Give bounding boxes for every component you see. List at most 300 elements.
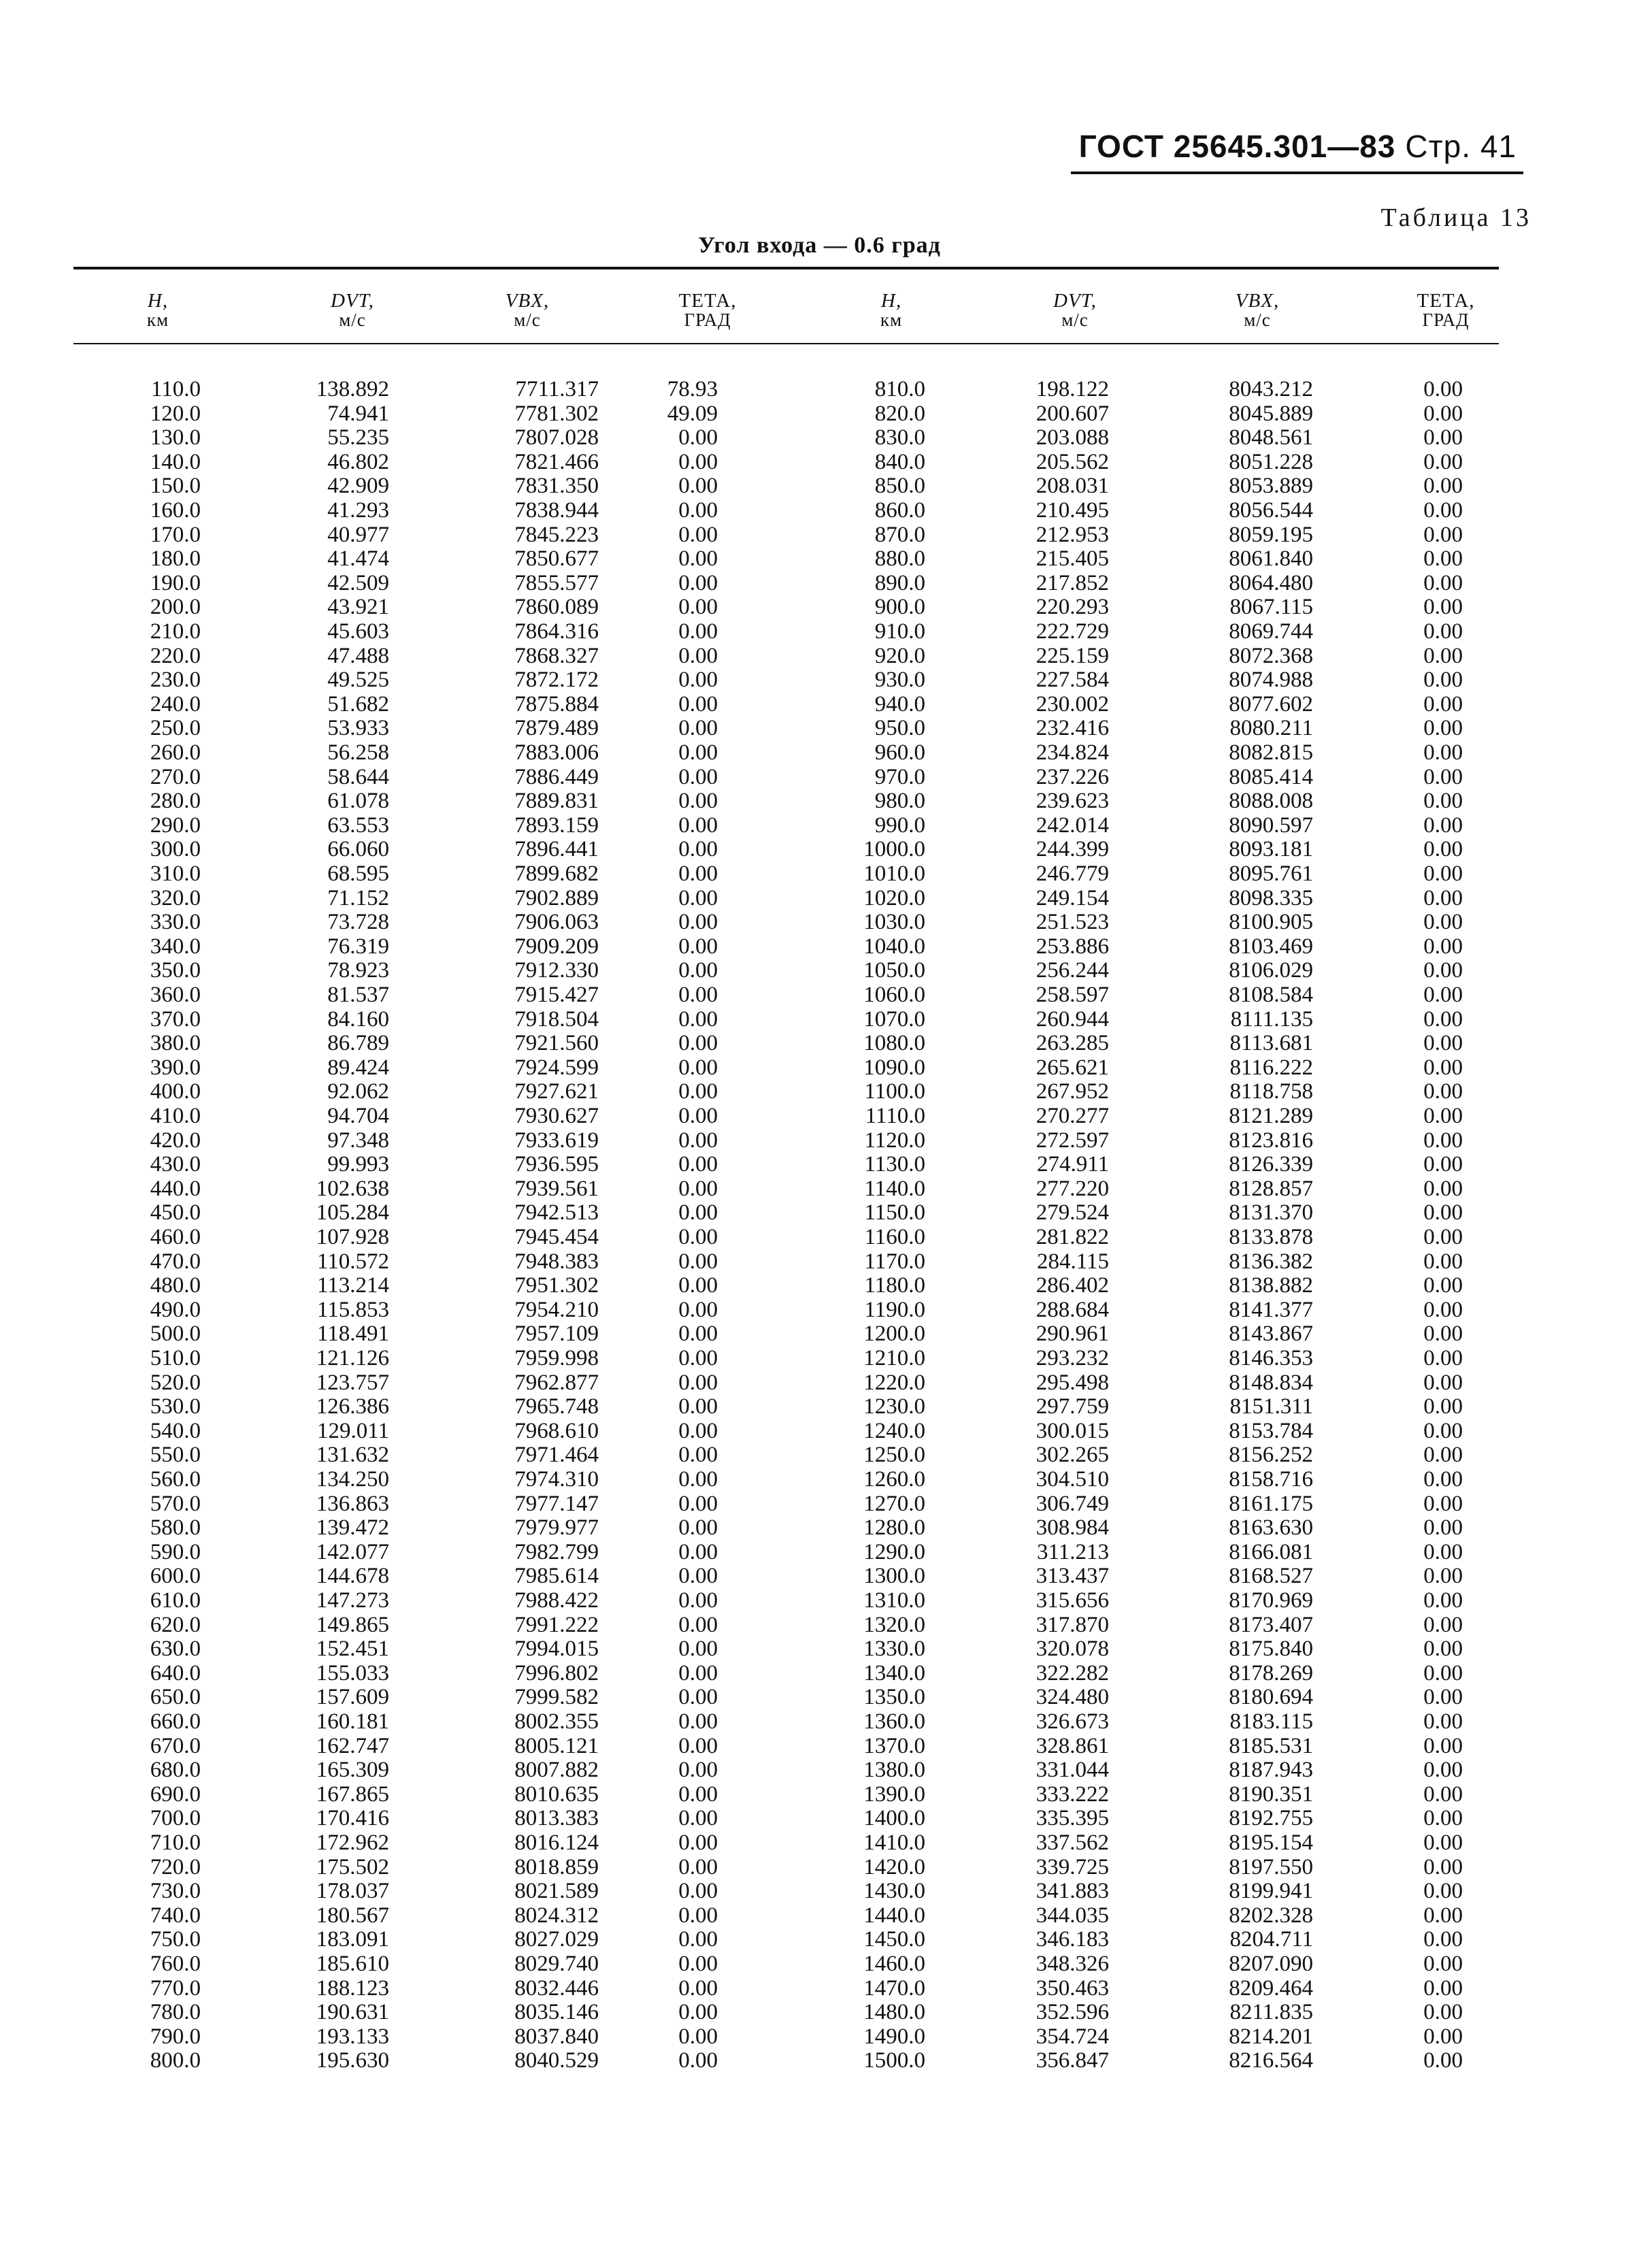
table-cell: 1460.0 bbox=[863, 1952, 925, 1976]
table-cell: 1310.0 bbox=[863, 1588, 925, 1613]
table-cell: 700.0 bbox=[150, 1806, 201, 1831]
table-cell: 8093.181 bbox=[1229, 837, 1313, 862]
table-cell: 7831.350 bbox=[514, 474, 599, 499]
table-cell: 99.993 bbox=[327, 1152, 389, 1177]
table-cell: 0.00 bbox=[1423, 425, 1463, 450]
table-cell: 570.0 bbox=[150, 1491, 201, 1516]
table-cell: 8106.029 bbox=[1229, 958, 1313, 983]
table-cell: 7985.614 bbox=[514, 1564, 599, 1589]
table-cell: 1320.0 bbox=[863, 1612, 925, 1637]
table-cell: 1260.0 bbox=[863, 1467, 925, 1492]
table-row bbox=[0, 1274, 1639, 1298]
table-cell: 92.062 bbox=[327, 1079, 389, 1104]
table-cell: 68.595 bbox=[327, 861, 389, 886]
table-cell: 510.0 bbox=[150, 1346, 201, 1370]
table-cell: 430.0 bbox=[150, 1152, 201, 1177]
table-cell: 620.0 bbox=[150, 1612, 201, 1637]
table-cell: 0.00 bbox=[1423, 1104, 1463, 1128]
table-cell: 1420.0 bbox=[863, 1854, 925, 1879]
table-cell: 284.115 bbox=[1036, 1249, 1109, 1274]
table-cell: 7875.884 bbox=[514, 691, 599, 717]
table-cell: 138.892 bbox=[316, 377, 389, 401]
table-cell: 7942.513 bbox=[514, 1200, 599, 1226]
table-cell: 200.607 bbox=[1036, 401, 1109, 426]
table-cell: 1170.0 bbox=[864, 1249, 925, 1274]
table-cell: 1280.0 bbox=[863, 1515, 925, 1541]
table-cell: 980.0 bbox=[874, 789, 925, 814]
table-cell: 1250.0 bbox=[863, 1443, 925, 1468]
table-cell: 590.0 bbox=[150, 1539, 201, 1564]
table-cell: 8199.941 bbox=[1229, 1879, 1313, 1904]
table-cell: 1350.0 bbox=[863, 1685, 925, 1710]
table-cell: 730.0 bbox=[150, 1879, 201, 1904]
table-cell: 770.0 bbox=[150, 1975, 201, 2001]
table-row bbox=[0, 1541, 1639, 1565]
table-cell: 0.00 bbox=[678, 958, 718, 983]
table-cell: 8163.630 bbox=[1229, 1515, 1313, 1541]
table-cell: 165.309 bbox=[316, 1758, 389, 1783]
table-cell: 660.0 bbox=[150, 1709, 201, 1734]
table-cell: 420.0 bbox=[150, 1128, 201, 1153]
table-cell: 0.00 bbox=[1423, 1128, 1463, 1153]
table-cell: 0.00 bbox=[678, 2000, 718, 2025]
table-row bbox=[0, 1492, 1639, 1517]
table-cell: 8178.269 bbox=[1229, 1660, 1313, 1686]
table-cell: 8118.758 bbox=[1229, 1079, 1313, 1104]
table-cell: 580.0 bbox=[150, 1515, 201, 1541]
table-cell: 324.480 bbox=[1036, 1685, 1109, 1710]
table-cell: 7994.015 bbox=[514, 1637, 599, 1662]
column-header-name: H, bbox=[880, 290, 902, 312]
table-cell: 640.0 bbox=[150, 1660, 201, 1686]
table-cell: 313.437 bbox=[1036, 1564, 1109, 1589]
table-cell: 940.0 bbox=[874, 691, 925, 717]
table-cell: 0.00 bbox=[678, 643, 718, 668]
table-cell: 1140.0 bbox=[864, 1176, 925, 1201]
table-cell: 0.00 bbox=[1423, 1443, 1463, 1468]
table-cell: 8151.311 bbox=[1229, 1394, 1313, 1419]
table-cell: 1500.0 bbox=[863, 2048, 925, 2073]
table-cell: 227.584 bbox=[1036, 668, 1109, 693]
table-cell: 320.0 bbox=[150, 885, 201, 910]
table-cell: 0.00 bbox=[678, 1879, 718, 1904]
table-row bbox=[0, 1735, 1639, 1759]
table-cell: 149.865 bbox=[316, 1612, 389, 1637]
table-cell: 7921.560 bbox=[514, 1031, 599, 1056]
table-cell: 7971.464 bbox=[514, 1443, 599, 1468]
table-cell: 0.00 bbox=[1423, 1637, 1463, 1662]
table-cell: 76.319 bbox=[327, 934, 389, 959]
table-cell: 8126.339 bbox=[1229, 1152, 1313, 1177]
table-cell: 8103.469 bbox=[1229, 934, 1313, 959]
table-cell: 860.0 bbox=[874, 498, 925, 523]
table-cell: 0.00 bbox=[678, 1927, 718, 1952]
table-row bbox=[0, 1250, 1639, 1275]
table-cell: 0.00 bbox=[678, 498, 718, 523]
table-cell: 650.0 bbox=[150, 1685, 201, 1710]
table-row bbox=[0, 1056, 1639, 1081]
table-row bbox=[0, 1516, 1639, 1541]
table-cell: 256.244 bbox=[1036, 958, 1109, 983]
table-cell: 0.00 bbox=[678, 619, 718, 644]
table-cell: 208.031 bbox=[1036, 474, 1109, 499]
table-cell: 8072.368 bbox=[1229, 643, 1313, 668]
table-cell: 346.183 bbox=[1036, 1927, 1109, 1952]
table-cell: 0.00 bbox=[1423, 449, 1463, 474]
table-cell: 136.863 bbox=[316, 1491, 389, 1516]
table-cell: 7860.089 bbox=[514, 595, 599, 620]
table-cell: 315.656 bbox=[1036, 1588, 1109, 1613]
table-cell: 0.00 bbox=[1423, 812, 1463, 838]
table-cell: 265.621 bbox=[1036, 1055, 1109, 1080]
table-cell: 8053.889 bbox=[1229, 474, 1313, 499]
table-cell: 61.078 bbox=[327, 789, 389, 814]
column-header-name: ТЕТА, bbox=[678, 290, 737, 312]
table-cell: 8209.464 bbox=[1229, 1975, 1313, 2001]
table-cell: 760.0 bbox=[150, 1952, 201, 1976]
table-cell: 7883.006 bbox=[514, 740, 599, 765]
table-cell: 0.00 bbox=[678, 910, 718, 935]
table-cell: 0.00 bbox=[1423, 1733, 1463, 1758]
table-cell: 344.035 bbox=[1036, 1903, 1109, 1928]
table-cell: 8088.008 bbox=[1229, 789, 1313, 814]
table-cell: 7896.441 bbox=[514, 837, 599, 862]
table-cell: 560.0 bbox=[150, 1467, 201, 1492]
table-cell: 460.0 bbox=[150, 1225, 201, 1249]
table-cell: 490.0 bbox=[150, 1297, 201, 1322]
table-cell: 8158.716 bbox=[1229, 1467, 1313, 1492]
table-cell: 134.250 bbox=[316, 1467, 389, 1492]
table-label: Таблица 13 bbox=[1380, 203, 1532, 232]
table-cell: 1430.0 bbox=[863, 1879, 925, 1904]
table-cell: 960.0 bbox=[874, 740, 925, 765]
table-cell: 1110.0 bbox=[865, 1104, 925, 1128]
table-cell: 0.00 bbox=[1423, 1152, 1463, 1177]
table-cell: 350.0 bbox=[150, 958, 201, 983]
table-cell: 7845.223 bbox=[514, 522, 599, 547]
table-cell: 7864.316 bbox=[514, 619, 599, 644]
table-cell: 160.0 bbox=[150, 498, 201, 523]
table-cell: 8085.414 bbox=[1229, 764, 1313, 789]
table-cell: 8007.882 bbox=[514, 1758, 599, 1783]
table-cell: 8040.529 bbox=[514, 2048, 599, 2073]
table-cell: 115.853 bbox=[316, 1297, 389, 1322]
table-cell: 7915.427 bbox=[514, 983, 599, 1007]
table-cell: 0.00 bbox=[1423, 983, 1463, 1007]
table-row bbox=[0, 862, 1639, 887]
table-row bbox=[0, 1710, 1639, 1735]
table-cell: 210.495 bbox=[1036, 498, 1109, 523]
table-cell: 830.0 bbox=[874, 425, 925, 450]
table-cell: 7902.889 bbox=[514, 885, 599, 910]
table-cell: 147.273 bbox=[316, 1588, 389, 1613]
table-cell: 0.00 bbox=[678, 1709, 718, 1734]
table-cell: 7991.222 bbox=[514, 1612, 599, 1637]
table-cell: 0.00 bbox=[678, 1394, 718, 1419]
table-cell: 7906.063 bbox=[514, 910, 599, 935]
table-cell: 180.567 bbox=[316, 1903, 389, 1928]
table-cell: 790.0 bbox=[150, 2024, 201, 2049]
table-cell: 0.00 bbox=[678, 1443, 718, 1468]
table-cell: 710.0 bbox=[150, 1830, 201, 1855]
table-cell: 251.523 bbox=[1036, 910, 1109, 935]
table-cell: 0.00 bbox=[678, 1612, 718, 1637]
table-cell: 8090.597 bbox=[1229, 812, 1313, 838]
table-cell: 0.00 bbox=[678, 1418, 718, 1443]
table-cell: 0.00 bbox=[1423, 740, 1463, 765]
table-cell: 102.638 bbox=[316, 1176, 389, 1201]
table-cell: 118.491 bbox=[316, 1321, 389, 1347]
table-row bbox=[0, 959, 1639, 983]
table-cell: 8195.154 bbox=[1229, 1830, 1313, 1855]
table-cell: 8056.544 bbox=[1229, 498, 1313, 523]
table-cell: 8098.335 bbox=[1229, 885, 1313, 910]
table-cell: 0.00 bbox=[678, 1733, 718, 1758]
column-header bbox=[1000, 291, 1150, 329]
table-cell: 121.126 bbox=[316, 1346, 389, 1370]
table-cell: 45.603 bbox=[327, 619, 389, 644]
table-cell: 0.00 bbox=[678, 1031, 718, 1056]
table-cell: 239.623 bbox=[1036, 789, 1109, 814]
table-cell: 7807.028 bbox=[514, 425, 599, 450]
table-cell: 300.0 bbox=[150, 837, 201, 862]
table-cell: 0.00 bbox=[678, 1225, 718, 1249]
table-cell: 7930.627 bbox=[514, 1104, 599, 1128]
table-row bbox=[0, 2049, 1639, 2073]
table-cell: 0.00 bbox=[678, 691, 718, 717]
table-cell: 242.014 bbox=[1036, 812, 1109, 838]
table-cell: 0.00 bbox=[678, 1176, 718, 1201]
table-cell: 8175.840 bbox=[1229, 1637, 1313, 1662]
table-row bbox=[0, 1008, 1639, 1032]
table-row bbox=[0, 741, 1639, 766]
table-row bbox=[0, 1928, 1639, 1952]
table-cell: 47.488 bbox=[327, 643, 389, 668]
table-cell: 1370.0 bbox=[863, 1733, 925, 1758]
table-cell: 0.00 bbox=[678, 861, 718, 886]
table-row bbox=[0, 402, 1639, 427]
table-cell: 7945.454 bbox=[514, 1225, 599, 1249]
table-cell: 0.00 bbox=[1423, 1467, 1463, 1492]
table-cell: 157.609 bbox=[316, 1685, 389, 1710]
table-cell: 71.152 bbox=[327, 885, 389, 910]
table-row bbox=[0, 766, 1639, 790]
table-cell: 1080.0 bbox=[863, 1031, 925, 1056]
table-cell: 310.0 bbox=[150, 861, 201, 886]
table-cell: 293.232 bbox=[1036, 1346, 1109, 1370]
table-cell: 0.00 bbox=[1423, 1854, 1463, 1879]
table-cell: 222.729 bbox=[1036, 619, 1109, 644]
table-cell: 78.93 bbox=[667, 377, 718, 401]
table-cell: 110.572 bbox=[316, 1249, 389, 1274]
table-row bbox=[0, 1226, 1639, 1250]
table-cell: 0.00 bbox=[678, 595, 718, 620]
table-cell: 690.0 bbox=[150, 1781, 201, 1807]
table-cell: 130.0 bbox=[150, 425, 201, 450]
table-row bbox=[0, 1662, 1639, 1686]
table-header-rule bbox=[73, 343, 1499, 344]
column-header-name: DVT, bbox=[331, 290, 374, 312]
table-cell: 1120.0 bbox=[864, 1128, 925, 1153]
table-cell: 7936.595 bbox=[514, 1152, 599, 1177]
table-cell: 348.326 bbox=[1036, 1952, 1109, 1976]
table-row bbox=[0, 1419, 1639, 1444]
table-cell: 8187.943 bbox=[1229, 1758, 1313, 1783]
table-cell: 139.472 bbox=[316, 1515, 389, 1541]
table-cell: 311.213 bbox=[1036, 1539, 1109, 1564]
table-row bbox=[0, 887, 1639, 911]
table-cell: 0.00 bbox=[1423, 1321, 1463, 1347]
table-cell: 0.00 bbox=[1423, 1806, 1463, 1831]
table-cell: 220.293 bbox=[1036, 595, 1109, 620]
table-cell: 7965.748 bbox=[514, 1394, 599, 1419]
table-row bbox=[0, 547, 1639, 572]
table-cell: 0.00 bbox=[678, 1273, 718, 1298]
table-cell: 328.861 bbox=[1036, 1733, 1109, 1758]
table-cell: 0.00 bbox=[1423, 1200, 1463, 1226]
table-cell: 0.00 bbox=[1423, 2024, 1463, 2049]
table-cell: 1220.0 bbox=[863, 1370, 925, 1395]
table-cell: 1020.0 bbox=[863, 885, 925, 910]
table-cell: 0.00 bbox=[1423, 1685, 1463, 1710]
column-header bbox=[1182, 291, 1332, 329]
column-header-unit: ГРАД bbox=[684, 310, 731, 330]
table-cell: 8141.377 bbox=[1229, 1297, 1313, 1322]
table-row bbox=[0, 1468, 1639, 1492]
table-cell: 330.0 bbox=[150, 910, 201, 935]
table-cell: 339.725 bbox=[1036, 1854, 1109, 1879]
table-row bbox=[0, 838, 1639, 862]
table-cell: 0.00 bbox=[1423, 570, 1463, 595]
table-cell: 212.953 bbox=[1036, 522, 1109, 547]
table-cell: 155.033 bbox=[316, 1660, 389, 1686]
table-row bbox=[0, 450, 1639, 475]
table-row bbox=[0, 1371, 1639, 1396]
table-cell: 0.00 bbox=[678, 837, 718, 862]
table-cell: 8067.115 bbox=[1229, 595, 1313, 620]
table-cell: 144.678 bbox=[316, 1564, 389, 1589]
table-cell: 400.0 bbox=[150, 1079, 201, 1104]
table-cell: 7893.159 bbox=[514, 812, 599, 838]
table-cell: 190.631 bbox=[316, 2000, 389, 2025]
table-cell: 129.011 bbox=[316, 1418, 389, 1443]
table-cell: 8202.328 bbox=[1229, 1903, 1313, 1928]
table-cell: 1190.0 bbox=[864, 1297, 925, 1322]
table-cell: 172.962 bbox=[316, 1830, 389, 1855]
column-header-unit: км bbox=[880, 310, 903, 330]
table-cell: 105.284 bbox=[316, 1200, 389, 1226]
column-header-name: ТЕТА, bbox=[1417, 290, 1475, 312]
table-cell: 0.00 bbox=[1423, 1758, 1463, 1783]
table-cell: 8190.351 bbox=[1229, 1781, 1313, 1807]
table-cell: 1480.0 bbox=[863, 2000, 925, 2025]
table-cell: 8185.531 bbox=[1229, 1733, 1313, 1758]
table-cell: 800.0 bbox=[150, 2048, 201, 2073]
table-cell: 89.424 bbox=[327, 1055, 389, 1080]
table-cell: 110.0 bbox=[150, 377, 201, 401]
table-cell: 84.160 bbox=[327, 1006, 389, 1032]
table-cell: 0.00 bbox=[1423, 1781, 1463, 1807]
table-cell: 0.00 bbox=[678, 1854, 718, 1879]
table-row bbox=[0, 935, 1639, 959]
table-cell: 267.952 bbox=[1036, 1079, 1109, 1104]
table-cell: 8211.835 bbox=[1229, 2000, 1313, 2025]
table-row bbox=[0, 1129, 1639, 1153]
table-cell: 0.00 bbox=[678, 1952, 718, 1976]
table-row bbox=[0, 1395, 1639, 1419]
column-header bbox=[83, 291, 233, 329]
table-cell: 193.133 bbox=[316, 2024, 389, 2049]
table-cell: 8064.480 bbox=[1229, 570, 1313, 595]
table-cell: 0.00 bbox=[678, 1079, 718, 1104]
table-cell: 41.293 bbox=[327, 498, 389, 523]
table-cell: 258.597 bbox=[1036, 983, 1109, 1007]
table-cell: 8029.740 bbox=[514, 1952, 599, 1976]
table-cell: 8204.711 bbox=[1229, 1927, 1313, 1952]
table-cell: 8037.840 bbox=[514, 2024, 599, 2049]
table-cell: 0.00 bbox=[678, 522, 718, 547]
table-cell: 530.0 bbox=[150, 1394, 201, 1419]
table-cell: 232.416 bbox=[1036, 716, 1109, 741]
table-cell: 8156.252 bbox=[1229, 1443, 1313, 1468]
table-cell: 51.682 bbox=[327, 691, 389, 717]
table-cell: 0.00 bbox=[678, 1975, 718, 2001]
table-cell: 86.789 bbox=[327, 1031, 389, 1056]
table-cell: 7951.302 bbox=[514, 1273, 599, 1298]
table-cell: 1400.0 bbox=[863, 1806, 925, 1831]
table-cell: 0.00 bbox=[1423, 1588, 1463, 1613]
table-cell: 286.402 bbox=[1036, 1273, 1109, 1298]
table-cell: 8131.370 bbox=[1229, 1200, 1313, 1226]
table-cell: 7957.109 bbox=[514, 1321, 599, 1347]
table-cell: 260.0 bbox=[150, 740, 201, 765]
table-cell: 8133.878 bbox=[1229, 1225, 1313, 1249]
table-cell: 200.0 bbox=[150, 595, 201, 620]
table-cell: 920.0 bbox=[874, 643, 925, 668]
table-cell: 43.921 bbox=[327, 595, 389, 620]
table-row bbox=[0, 1783, 1639, 1807]
table-cell: 1210.0 bbox=[863, 1346, 925, 1370]
table-cell: 900.0 bbox=[874, 595, 925, 620]
table-cell: 290.0 bbox=[150, 812, 201, 838]
table-cell: 8010.635 bbox=[514, 1781, 599, 1807]
table-cell: 630.0 bbox=[150, 1637, 201, 1662]
table-cell: 0.00 bbox=[678, 934, 718, 959]
table-cell: 0.00 bbox=[678, 668, 718, 693]
table-cell: 0.00 bbox=[678, 1467, 718, 1492]
table-cell: 42.509 bbox=[327, 570, 389, 595]
table-cell: 160.181 bbox=[316, 1709, 389, 1734]
table-cell: 8043.212 bbox=[1229, 377, 1313, 401]
table-row bbox=[0, 1758, 1639, 1783]
table-row bbox=[0, 814, 1639, 838]
table-cell: 7924.599 bbox=[514, 1055, 599, 1080]
table-cell: 126.386 bbox=[316, 1394, 389, 1419]
table-cell: 7927.621 bbox=[514, 1079, 599, 1104]
table-row bbox=[0, 1952, 1639, 1977]
table-cell: 1340.0 bbox=[863, 1660, 925, 1686]
table-cell: 1060.0 bbox=[863, 983, 925, 1007]
header-rule bbox=[1071, 171, 1523, 174]
table-cell: 140.0 bbox=[150, 449, 201, 474]
table-cell: 0.00 bbox=[678, 2048, 718, 2073]
table-cell: 220.0 bbox=[150, 643, 201, 668]
table-cell: 500.0 bbox=[150, 1321, 201, 1347]
table-cell: 270.0 bbox=[150, 764, 201, 789]
table-cell: 1410.0 bbox=[863, 1830, 925, 1855]
page-number: Стр. 41 bbox=[1405, 129, 1517, 164]
table-row bbox=[0, 1977, 1639, 2001]
